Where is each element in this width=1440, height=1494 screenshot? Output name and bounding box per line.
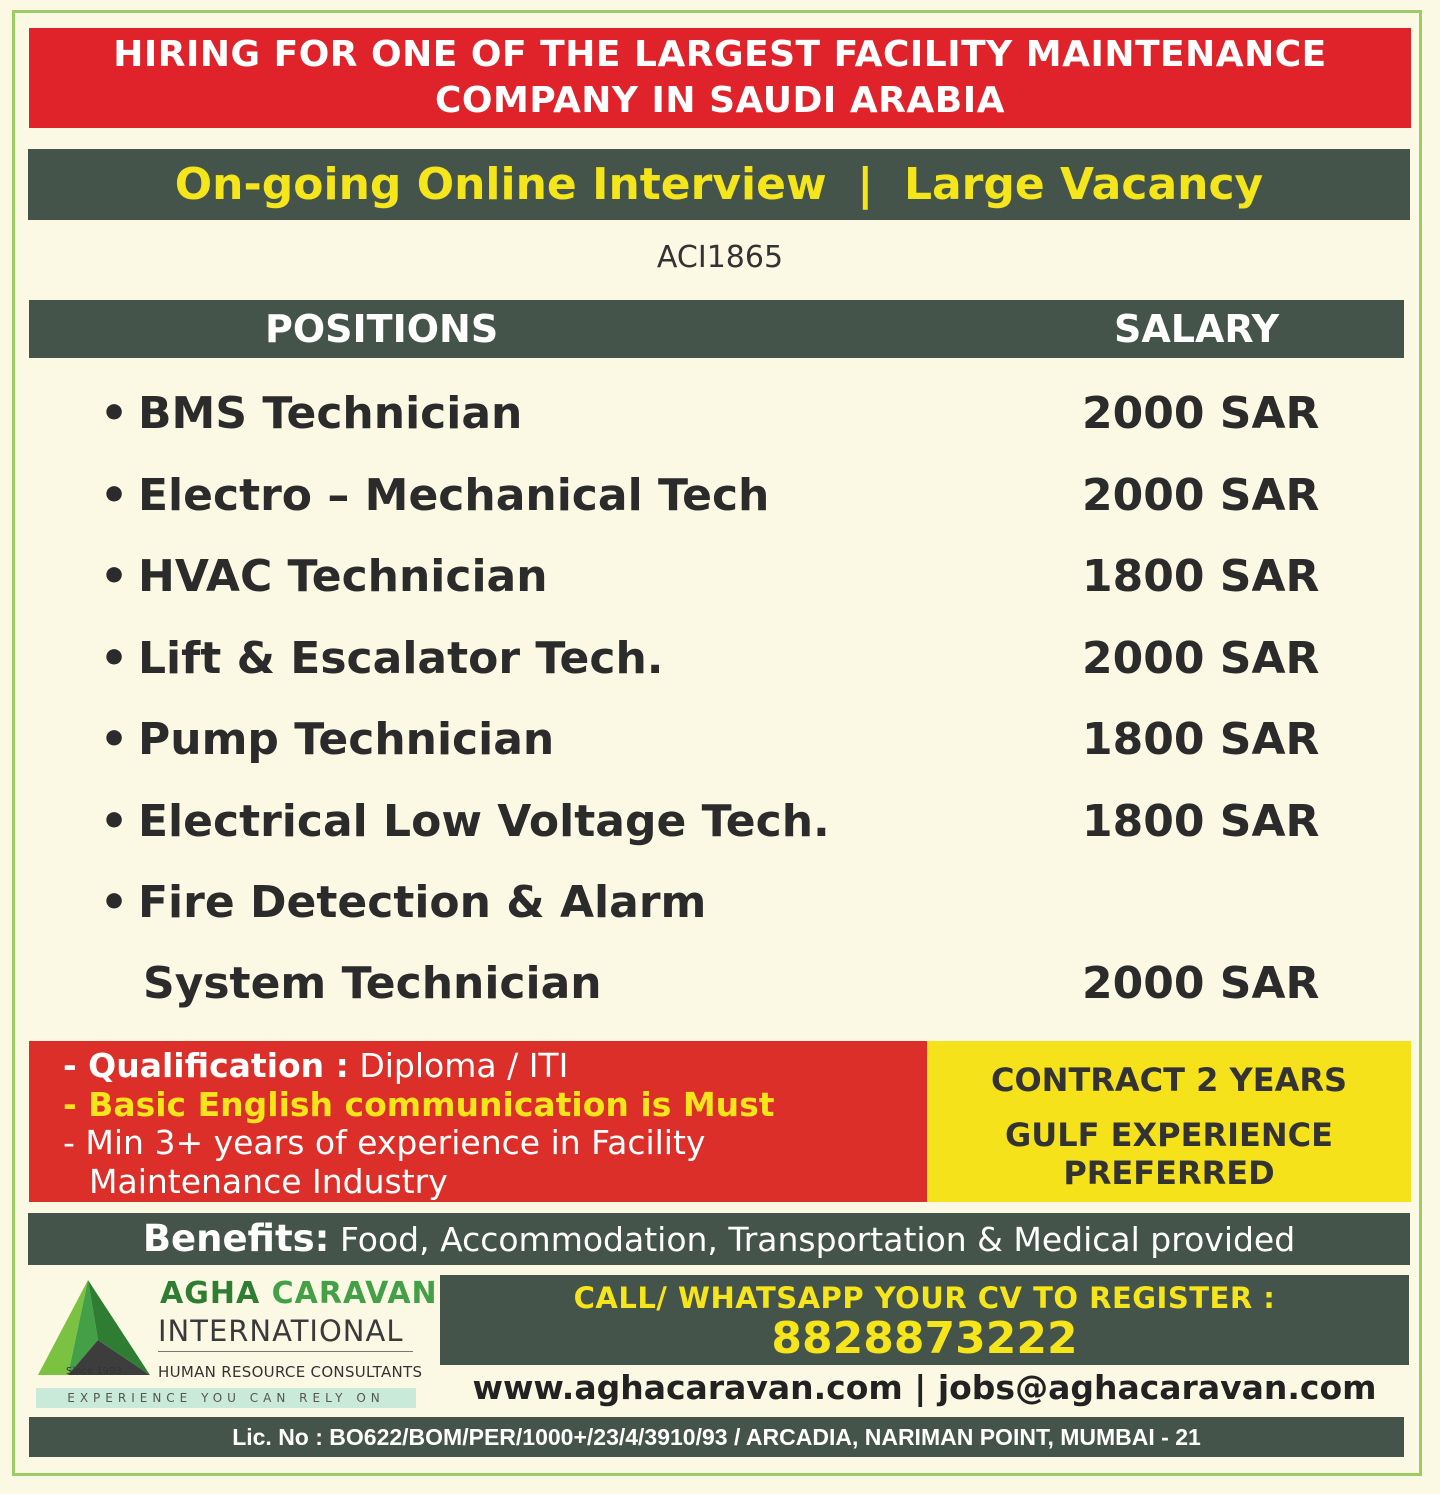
table-row (0, 796, 1440, 866)
position-name: BMS Technician (138, 388, 523, 439)
position-salary: 1800 SAR (1082, 551, 1320, 602)
table-row-continuation (0, 958, 1440, 1028)
call-text: CALL/ WHATSAPP YOUR CV TO REGISTER : (573, 1281, 1276, 1315)
requirements-box (29, 1041, 927, 1202)
position-salary: 2000 SAR (1082, 958, 1320, 1009)
qualification-label: - Qualification : (63, 1046, 349, 1085)
position-name-line-2: System Technician (143, 958, 602, 1009)
headline-line-2: COMPANY IN SAUDI ARABIA (435, 80, 1005, 121)
interview-banner-text: On-going Online Interview | Large Vacancy (174, 159, 1264, 210)
logo-name-line-2: INTERNATIONAL (158, 1314, 404, 1348)
triangle-logo-icon (38, 1280, 153, 1380)
position-name: Lift & Escalator Tech. (138, 633, 664, 684)
headline-banner (29, 28, 1411, 128)
position-name: HVAC Technician (138, 551, 548, 602)
reference-code: ACI1865 (656, 240, 784, 275)
website-email[interactable]: www.aghacaravan.com | jobs@aghacaravan.com (472, 1368, 1377, 1407)
bullet: • (100, 877, 129, 928)
logo-subtitle: HUMAN RESOURCE CONSULTANTS (158, 1363, 423, 1381)
experience-line-1: - Min 3+ years of experience in Facility (63, 1123, 706, 1162)
benefits-banner (28, 1213, 1410, 1265)
bullet: • (100, 714, 129, 765)
logo-name-part-1: AGHA (160, 1276, 272, 1311)
company-logo (36, 1276, 438, 1411)
position-salary: 2000 SAR (1082, 633, 1320, 684)
table-row (0, 714, 1440, 784)
license-footer: Lic. No : BO622/BOM/PER/1000+/23/4/3910/93 / ARCADIA, NARIMAN POINT, MUMBAI - 21 (29, 1417, 1404, 1457)
phone-number[interactable]: 8828873222 (771, 1313, 1078, 1364)
position-salary: 1800 SAR (1082, 796, 1320, 847)
table-row (0, 877, 1440, 947)
position-name: Electrical Low Voltage Tech. (138, 796, 830, 847)
bullet: • (100, 470, 129, 521)
qualification-value: Diploma / ITI (348, 1046, 569, 1085)
position-name: Pump Technician (138, 714, 555, 765)
logo-since: Since 1993 (66, 1366, 122, 1377)
english-requirement: - Basic English communication is Must (63, 1084, 775, 1124)
contract-duration: CONTRACT 2 YEARS (990, 1061, 1348, 1099)
logo-tagline: EXPERIENCE YOU CAN RELY ON (36, 1388, 416, 1408)
bullet: • (100, 551, 129, 602)
position-name: Fire Detection & Alarm (138, 877, 707, 928)
position-salary: 2000 SAR (1082, 470, 1320, 521)
contract-box (927, 1041, 1411, 1202)
table-header (29, 300, 1404, 358)
experience-line-2: Maintenance Industry (89, 1161, 448, 1201)
headline-line-1: HIRING FOR ONE OF THE LARGEST FACILITY MAINTENANCE (113, 34, 1327, 75)
logo-name (160, 1276, 438, 1311)
salary-header: SALARY (1114, 307, 1280, 351)
benefits-label: Benefits: (142, 1217, 330, 1260)
logo-divider (158, 1351, 413, 1352)
table-row (0, 551, 1440, 621)
benefits-text: Food, Accommodation, Transportation & Medical provided (329, 1220, 1296, 1259)
gulf-experience-line-2: PREFERRED (1063, 1154, 1275, 1192)
positions-header: POSITIONS (265, 307, 499, 351)
interview-banner (28, 149, 1410, 220)
table-row (0, 388, 1440, 458)
logo-name-part-2: CARAVAN (271, 1276, 438, 1311)
position-name: Electro – Mechanical Tech (138, 470, 770, 521)
bullet: • (100, 633, 129, 684)
qualification-line (63, 1047, 927, 1086)
call-to-action-box (440, 1275, 1409, 1365)
bullet: • (100, 388, 129, 439)
position-salary: 1800 SAR (1082, 714, 1320, 765)
table-row (0, 633, 1440, 703)
gulf-experience-line-1: GULF EXPERIENCE (1004, 1116, 1333, 1154)
bullet: • (100, 796, 129, 847)
table-row (0, 470, 1440, 540)
position-salary: 2000 SAR (1082, 388, 1320, 439)
